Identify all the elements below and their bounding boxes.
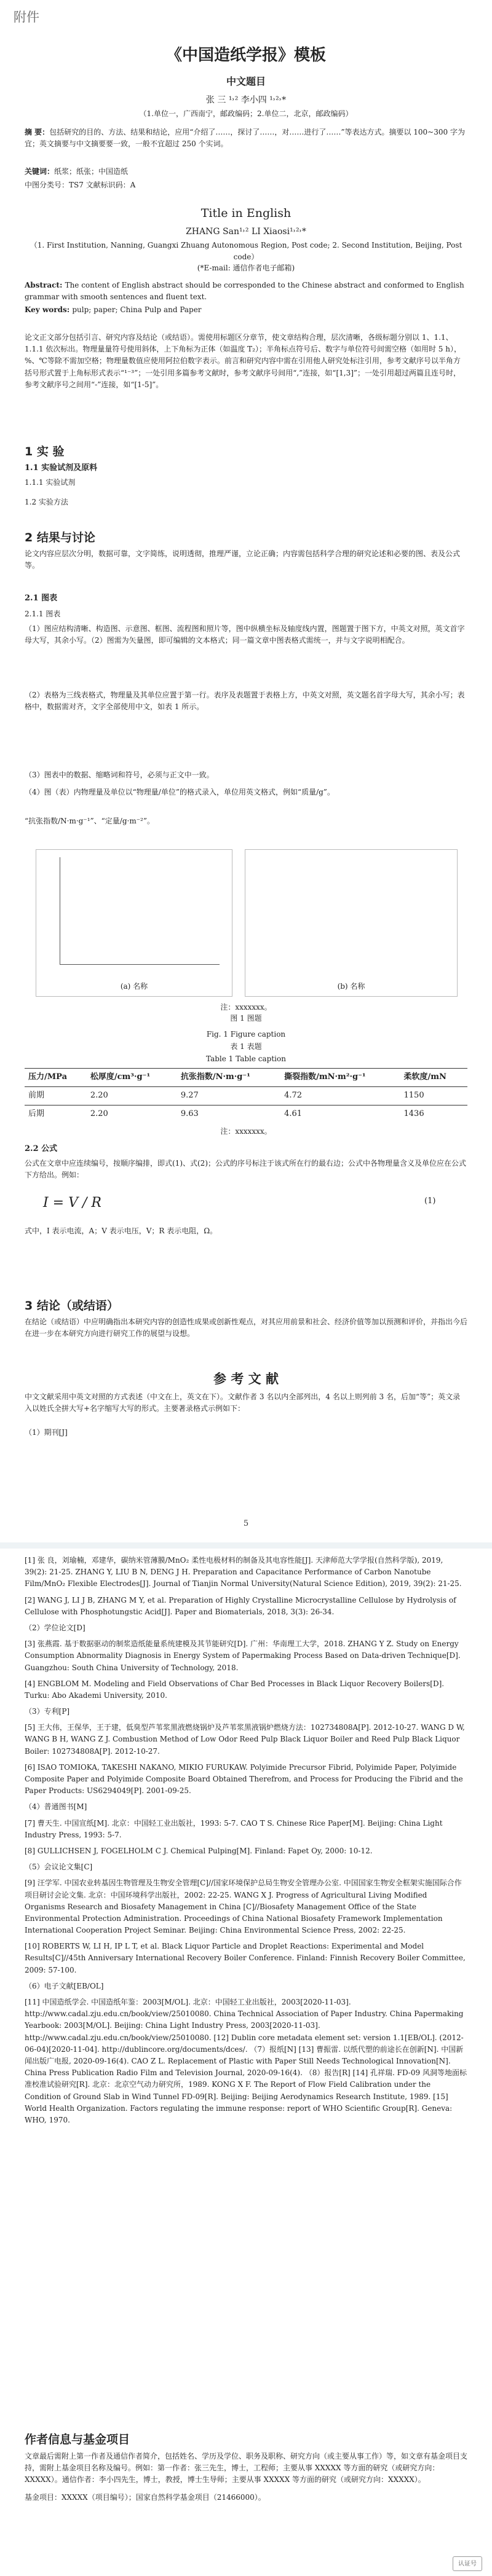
figure-panel-b: [245, 849, 458, 997]
figure-panel-a: [36, 849, 232, 997]
cn-affiliation: （1.单位一，广西南宁，邮政编码；2.单位二，北京，邮政编码）: [139, 109, 353, 118]
table-header: 撕裂指数/mN·m²·g⁻¹: [280, 1069, 400, 1087]
site-logo: 认证号: [453, 2556, 482, 2571]
figure-note: 注：xxxxxxx。: [220, 1003, 272, 1011]
references-list: [25, 1555, 467, 2130]
conclusion-text: 在结论（或结语）中应明确指出本研究内容的创造性成果或创新性观点，对其应用前景和社会、经济价值等加以预测和评价，并指出今后在进一步在本研究方向进行研究工作的展望与设想。: [25, 1317, 468, 1338]
section-2-heading: 2 结果与讨论: [25, 531, 95, 544]
section-1-heading: 1 实 验: [25, 445, 65, 458]
figure-guideline-3: （3）图表中的数据、缩略词和符号，必须与正文中一致。: [25, 771, 214, 779]
formula-number: (1): [424, 1196, 436, 1206]
table-cell: 4.72: [280, 1086, 400, 1105]
en-abstract: Abstract: The content of English abstract should be corresponded to the Chinese abstract and conformed to English grammar with smooth sentences and fluent text.: [25, 281, 464, 302]
reference-item: （2）学位论文[D]: [25, 1623, 85, 1632]
en-authors: ZHANG San¹˒² LI Xiaosi¹˒²˒*: [186, 227, 306, 237]
page-title: 《中国造纸学报》模板: [165, 46, 326, 65]
section-1-1-1-heading: 1.1.1 实验试剂: [25, 478, 76, 487]
table-cell: 2.20: [87, 1086, 177, 1105]
section-2-para: 论文内容应层次分明，数据可靠，文字简练，说明透彻，推理严谨，立论正确；内容需包括科学合理的研究论述和必要的图、表及公式等。: [25, 549, 461, 570]
annex-label: 附件: [14, 10, 39, 25]
references-intro: 中文文献采用中英文对照的方式表述（中文在上，英文在下）。文献作者 3 名以内全部列出，4 名以上则列前 3 名，后加“等”；英文录入以姓氏全拼大写+名字缩写大写的形式。主要著录格式示例如下：: [25, 1392, 461, 1413]
data-table: [25, 1068, 467, 1123]
reference-item: [1] 张 良，刘瑜楠，邓建华，碳纳米管薄膜/MnO₂ 柔性电极材料的制备及其电容性能[J]. 天津师范大学学报(自然科学版), 2019, 39(2): 21-25. ZHANG Y, LIU B N, DENG J H. Preparation and Capacitance Performance of Carbon Nanotube Film/MnO₂ Flexible Electrodes[J]. Journal of Tianjin Normal University(Natural Science Edition), 2019, 39(2): 21-25.: [25, 1556, 462, 1588]
table-header: 柔软度/mN: [400, 1069, 468, 1087]
subtitle: 中文题目: [226, 76, 266, 87]
cn-keywords: 关键词：纸浆；纸张；中国造纸: [25, 167, 129, 176]
figure-label-a: (a) 名称: [120, 981, 148, 991]
figure-caption-cn: 图 1 图题: [230, 1014, 262, 1023]
formula-explanation: 式中，I 表示电流，A；V 表示电压，V；R 表示电阻，Ω。: [25, 1227, 218, 1235]
figure-caption-en: Fig. 1 Figure caption: [206, 1030, 286, 1039]
table-cell: 2.20: [90, 1109, 108, 1118]
figure-guideline-5: “抗张指数/N·m·g⁻¹”、“定量/g·m⁻²”。: [25, 817, 154, 825]
section-1-2-heading: 1.2 实验方法: [25, 498, 68, 506]
reference-item: [2] WANG J, LI J B, ZHANG M Y, et al. Preparation of Highly Crystalline Microcrystalline Cellulose by Hydrolysis of Cellulose with Phosphotungstic Acid[J]. Paper and Biomaterials, 2018, 3(3): 26-34.: [25, 1595, 456, 1616]
table-cell: 9.63: [180, 1109, 199, 1118]
author-info-text: 文章最后需附上第一作者及通信作者简介，包括姓名、学历及学位、职务及职称、研究方向（或主要从事工作）等，如文章有基金项目支持，需附上基金项目名称及编号。例如：第一作者：张三先生，博士，工程师；主要从事 XXXXX 等方面的研究（或研究方向：XXXXX）。通信作者：李小四先生，博士，教授，博士生导师；主要从事 XXXXX 等方面的研究（或研究方向：XXXXX）。: [25, 2452, 468, 2484]
reference-item: （5）会议论文集[C]: [25, 1863, 93, 1872]
author-info-heading: 作者信息与基金项目: [25, 2433, 130, 2446]
reference-item: [5] 王大伟，王保华，王于建，低臭型芦苇浆黑液燃烧锅炉及芦苇浆黑液锅炉燃烧方法：102734808A[P]. 2012-10-27. WANG D W, WANG B H, WANG Z J. Combustion Method of Low Odor Reed Pulp Black Liquor Boiler and Reed Pulp Black Liquor Boiler: 102734808A[P]. 2012-10-27.: [25, 1723, 465, 1756]
section-2-1-1-heading: 2.1.1 图表: [25, 610, 61, 618]
table-title-en: Table 1 Table caption: [206, 1054, 286, 1063]
table-header: 松厚度/cm³·g⁻¹: [87, 1069, 177, 1087]
reference-item: [6] ISAO TOMIOKA, TAKESHI NAKANO, MIKIO FURUKAW. Polyimide Precursor Fibrid, Polyimide Paper, Polyimide Composite Paper and Polyimide Composite Board Obtained Therefrom, and Process for Producing the Fibrid and the Paper Products: US6294049[P]. 2001-09-25.: [25, 1762, 463, 1796]
figure-label-b: (b) 名称: [337, 981, 365, 991]
figure-guideline-text: （1）图应结构清晰、构造图、示意图、框图、流程图和照片等，图中纵横坐标及轴度线内置，图题置于图下方，中英文对照，英文首字母大写，其余小写。（2）图需为矢量图，即可编辑的文本格式；同一篇文章中图表格式需统一，并与文字说明相配合。: [25, 624, 465, 645]
table-title-cn: 表 1 表题: [230, 1042, 262, 1051]
table-row: [25, 1086, 467, 1105]
reference-item: （3）专利[P]: [25, 1707, 70, 1716]
section-2-2-heading: 2.2 公式: [25, 1144, 58, 1153]
formula: I = V / R: [43, 1195, 101, 1211]
section-3-heading: 3 结论（或结语）: [25, 1299, 119, 1313]
table-note: 注：xxxxxxx。: [220, 1127, 272, 1136]
cn-authors: 张 三 ¹˒² 李小四 ¹˒²˒*: [205, 95, 287, 105]
reference-item: [8] GULLICHSEN J, FOGELHOLM C J. Chemical Pulping[M]. Finland: Fapet Oy, 2000: 10-12.: [25, 1846, 373, 1855]
formula-text: 公式在文章中应连续编号，按顺序编排，即式(1)、式(2)；公式的序号标注于该式所在行的最右边；公式中各物理量含义及单位应在公式下方给出。例如：: [25, 1159, 467, 1180]
section-1-1-heading: 1.1 实验试剂及原料: [25, 463, 98, 473]
reference-item: [9] 汪学军. 中国农业转基因生物管理及生物安全管理[C]//国家环境保护总局生物安全管理办公室. 中国国家生物安全框架实施国际合作项目研讨会论文集. 北京：中国环境科学出版社，2002: 22-25. WANG X J. Progress of Agricultural Living Modified Organisms Research and Biosafety Management in China [C]//Biosafety Management Office of the State Environmental Protection Administration. Proceedings of China National Biosafety Framework Implementation International Cooperation Project Seminar. Beijing: China Environmental Science Press, 2002: 22-25.: [25, 1879, 462, 1935]
table-cell: 1436: [403, 1109, 424, 1118]
table-header: 压力/MPa: [25, 1069, 87, 1087]
table-cell: 前期: [25, 1086, 87, 1105]
table-cell: 后期: [28, 1109, 45, 1118]
reference-item: （4）普通图书[M]: [25, 1802, 87, 1812]
en-affiliation: （1. First Institution, Nanning, Guangxi Zhuang Autonomous Region, Post code; 2. Second Institution, Beijing, Post code）: [30, 241, 462, 262]
page-number: 5: [243, 1519, 249, 1528]
reference-item: [10] ROBERTS W, LI H, IP L T, et al. Black Liquor Particle and Droplet Reactions: Experimental and Model Results[C]//45th Anniversary International Recovery Boiler Conference. Finland: Finnish Recovery Boiler Committee, 2009: 57-100.: [25, 1942, 466, 1974]
intro-paragraph: 论文正文部分包括引言、研究内容及结论（或结语）。需使用标题区分章节，使文章结构合理，层次清晰，各级标题分别以 1、1.1、1.1.1 依次标出。物理量量符号使用斜体，上下角标为正体（如温度 T₂）；半角标点符号后、数字与单位符号间需空格（如用时 5 h），%、℃等除不需加空格；物理量数值应使用阿拉伯数字表示。前言和研究内容中需在引用他人研究处标注引用，参考文献序号以半角方括号形式置于上角标形式表示“¹⁻³”；一处引用多篇参考文献时，参考文献序号间用“,”连接，如“[1,3]”；一处引用超过两篇且连号时，参考文献序号之间用“-”连接，如“[1-5]”。: [25, 333, 461, 389]
reference-item: [7] 曹天生. 中国宣纸[M]. 北京：中国轻工业出版社，1993: 5-7. CAO T S. Chinese Rice Paper[M]. Beijing: China Light Industry Press, 1993: 5-7.: [25, 1818, 443, 1839]
reference-item: （6）电子文献[EB/OL]: [25, 1981, 104, 1990]
en-title: Title in English: [200, 206, 292, 220]
table-header: 抗张指数/N·m·g⁻¹: [177, 1069, 280, 1087]
section-2-1-heading: 2.1 图表: [25, 594, 58, 603]
table-cell: 4.61: [284, 1109, 303, 1118]
figure-axis-a: [60, 857, 220, 965]
reference-item: [11] 中国造纸学会. 中国造纸年鉴：2003[M/OL]. 北京：中国轻工业出版社，2003[2020-11-03]. http://www.cadal.zju.edu.cn/book/view/25010080. China Technical Association of Paper Industry. China Papermaking Yearbook: 2003[M/OL]. Beijing: China Light Industry Press, 2003[2020-11-03]. http://www.cadal.zju.edu.cn/book/view/25010080. [12] Dublin core metadata element set: version 1.1[EB/OL]. (2012-06-04)[2020-11-04]. http://dublincore.org/documents/dces/. （7）报纸[N] [13] 曹振雷. 以纸代塑的前途长在创新[N]. 中国新闻出版广电报, 2020-09-16(4). CAO Z L. Replacement of Plastic with Paper Still Needs Technological Innovation[N]. China Press Publication Radio Film and Television Journal, 2020-09-16(4). （8）报告[R] [14] 孔祥瑞. FD-09 风洞等地面标准校准试验研究[R]. 北京：北京空气动力研究所，1989. KONG X F. The Report of Flow Field Calibration under the Condition of Ground Slab in Wind Tunnel FD-09[R]. Beijing: Beijing Aerodynamics Research Institute, 1989. [15] World Health Organization. Factors regulating the immune response: report of WHO Scientific Group[R]. Geneva: WHO, 1970.: [25, 1998, 467, 2124]
references-heading: 参 考 文 献: [213, 1372, 279, 1386]
en-keywords: Key words: pulp; paper; China Pulp and Paper: [25, 305, 202, 314]
table-cell: 1150: [400, 1086, 468, 1105]
table-wrapper: [25, 1068, 467, 1123]
cn-meta: 中图分类号：TS7 文献标识码：A: [25, 181, 136, 189]
table-guideline-text: （2）表格为三线表格式，物理量及其单位应置于第一行。表序及表题置于表格上方，中英文对照，英文题名首字母大写，其余小写；表格中，数据需对齐，文字全部使用中文，如表 1 所示。: [25, 691, 465, 712]
figure-guideline-4: （4）图（表）内物理量及单位以“物理量/单位”的格式录入，单位用英文格式，例如“质量/g”。: [25, 788, 335, 796]
en-email: (*E-mail: 通信作者电子邮箱): [197, 264, 295, 272]
cn-abstract: 摘 要：包括研究的目的、方法、结果和结论，应用“介绍了……，探讨了……，对……进行了……”等表达方式。摘要以 100~300 字为宜；英文摘要与中文摘要要一致，一般不宜超过 250 个实词。: [25, 128, 465, 149]
reference-item: [4] ENGBLOM M. Modeling and Field Observations of Char Bed Processes in Black Liquor Recovery Boilers[D]. Turku: Abo Akademi University, 2010.: [25, 1679, 445, 1700]
page-divider: [0, 1542, 492, 1549]
references-group-1: （1）期刊[J]: [25, 1428, 68, 1437]
reference-item: [3] 张燕霞. 基于数据驱动的制浆造纸能量系统建模及其节能研究[D]. 广州：华南理工大学，2018. ZHANG Y Z. Study on Energy Consumption Abnormality Diagnosis in Energy System of Papermaking Process Based on Data-driven Technique[D]. Guangzhou: South China University of Technology, 2018.: [25, 1639, 461, 1672]
table-row: [25, 1105, 467, 1123]
author-info-footer: 基金项目：XXXXX（项目编号）；国家自然科学基金项目（21466000）。: [25, 2493, 266, 2502]
table-cell: 9.27: [177, 1086, 280, 1105]
